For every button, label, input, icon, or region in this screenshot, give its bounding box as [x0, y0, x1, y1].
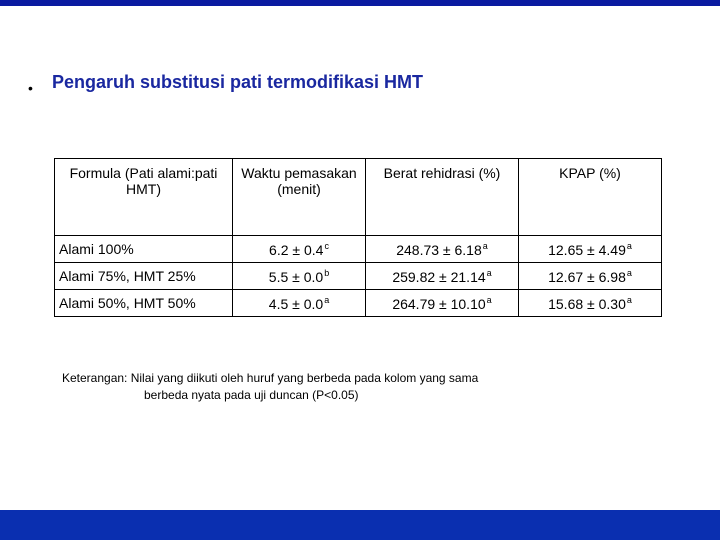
header-formula: Formula (Pati alami:pati HMT)	[55, 159, 233, 236]
cell-kpap: 15.68 ± 0.30$^a$	[519, 290, 662, 317]
cell-waktu: 6.2 ± 0.4$^c$	[233, 236, 366, 263]
table-row	[55, 290, 662, 317]
table-header-row	[55, 159, 662, 236]
cell-kpap: 12.65 ± 4.49$^a$	[519, 236, 662, 263]
results-table	[54, 158, 662, 317]
bottom-accent-bar	[0, 510, 720, 540]
cell-waktu: 4.5 ± 0.0$^a$	[233, 290, 366, 317]
cell-berat: 259.82 ± 21.14$^a$	[366, 263, 519, 290]
table-footnote	[62, 370, 478, 404]
title-bullet: •	[28, 80, 33, 96]
cell-formula: Alami 100%	[55, 236, 233, 263]
footnote-line-2: berbeda nyata pada uji duncan (P<0.05)	[144, 388, 359, 402]
cell-berat: 248.73 ± 6.18$^a$	[366, 236, 519, 263]
header-berat: Berat rehidrasi (%)	[366, 159, 519, 236]
cell-kpap: 12.67 ± 6.98$^a$	[519, 263, 662, 290]
table-row	[55, 236, 662, 263]
header-waktu: Waktu pemasakan (menit)	[233, 159, 366, 236]
top-accent-bar	[0, 0, 720, 6]
header-kpap: KPAP (%)	[519, 159, 662, 236]
cell-waktu: 5.5 ± 0.0$^b$	[233, 263, 366, 290]
cell-formula: Alami 75%, HMT 25%	[55, 263, 233, 290]
cell-berat: 264.79 ± 10.10$^a$	[366, 290, 519, 317]
footnote-line-1: Keterangan: Nilai yang diikuti oleh huruf yang berbeda pada kolom yang sama	[62, 371, 479, 385]
table-row	[55, 263, 662, 290]
slide-title: Pengaruh substitusi pati termodifikasi HMT	[52, 72, 424, 92]
cell-formula: Alami 50%, HMT 50%	[55, 290, 233, 317]
